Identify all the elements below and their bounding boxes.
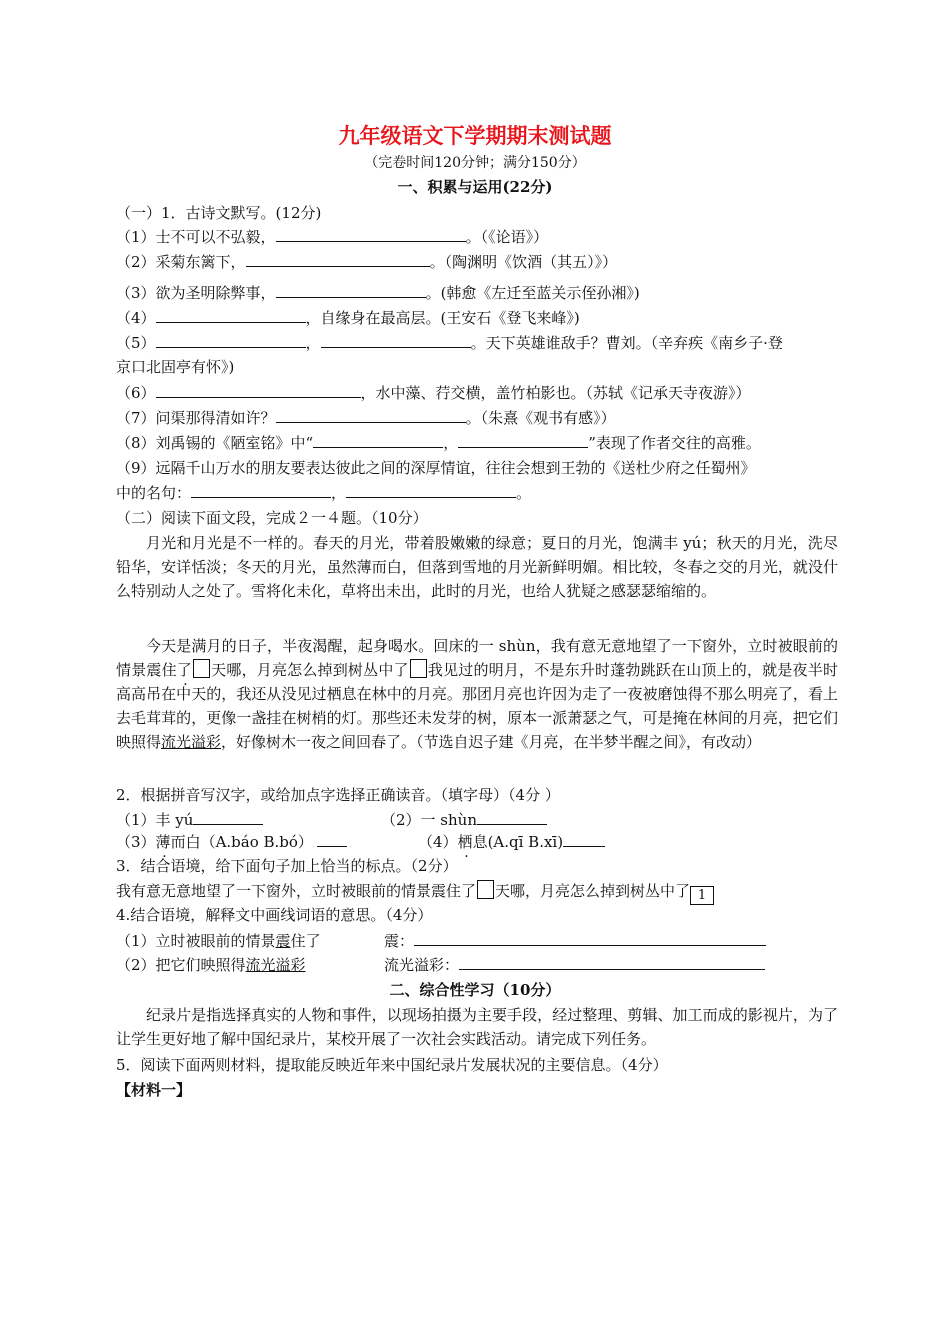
question-2: （2）采菊东篱下， 。（陶渊明《饮酒（其五）》） xyxy=(116,253,618,271)
punctuation-box[interactable]: 1 xyxy=(690,886,714,905)
question-8: （8）刘禹锡的《陋室铭》中“ ， ”表现了作者交往的高雅。 xyxy=(116,434,761,452)
section1-heading: 一、积累与运用(22分) xyxy=(397,178,553,196)
punctuation-box[interactable] xyxy=(410,659,427,678)
answer-blank[interactable] xyxy=(477,809,547,825)
answer-blank[interactable] xyxy=(317,831,347,847)
answer-blank[interactable] xyxy=(191,482,331,498)
part1-title: （一）1．古诗文默写。(12分) xyxy=(116,204,322,222)
q5-title: 5．阅读下面两则材料，提取能反映近年来中国纪录片发展状况的主要信息。（4分） xyxy=(116,1056,668,1074)
answer-blank[interactable] xyxy=(458,432,588,448)
answer-blank[interactable] xyxy=(246,251,430,267)
q2-title: 2．根据拼音写汉字，或给加点字选择正确读音。（填字母）（4分 ） xyxy=(116,786,560,804)
q3-text: 我有意无意地望了一下窗外，立时被眼前的情景震住了 天哪，月亮怎么掉到树丛中了 1 xyxy=(116,879,838,905)
q4-row-2: （2）把它们映照得流光溢彩 流光溢彩： xyxy=(116,953,838,977)
answer-blank[interactable] xyxy=(459,954,765,970)
q4-row-1: （1）立时被眼前的情景震住了 震： xyxy=(116,929,838,953)
section2-intro: 纪录片是指选择真实的人物和事件，以现场拍摄为主要手段，经过整理、剪辑、加工而成的影视片，为了让学生更好地了解中国纪录片，某校开展了一次社会实践活动。请完成下列任务。 xyxy=(116,1006,838,1048)
passage-paragraph-1: 月光和月光是不一样的。春天的月光，带着股嫩嫩的绿意；夏日的月光，饱满丰 yú；秋天的月光，洗尽铅华，安详恬淡；冬天的月光，虽然薄而白，但落到雪地的月光新鲜明媚。相比较，冬春之交的月光，就没什么特别动人之处了。雪将化未化，草将出未出，此时的月光，也给人犹疑之感瑟瑟缩缩的。 xyxy=(116,534,838,600)
punctuation-box[interactable] xyxy=(477,880,494,899)
answer-blank[interactable] xyxy=(156,332,306,348)
answer-blank[interactable] xyxy=(313,432,443,448)
question-5: （5） ， 。天下英雄谁敌手？曹刘。（辛弃疾《南乡子·登 xyxy=(116,334,783,352)
passage-paragraph-2: 今天是满月的日子，半夜渴醒，起身喝水。回床的一 shùn，我有意无意地望了一下窗外，立时被眼前的情景震 ·住了 天哪，月亮怎么掉到树丛中了 我见过的明月，不是东升时蓬勃跳跃在山顶上的，就是夜半时高高吊在中天的，我还从没见过栖息在林中的月亮。那团月亮也许因为走了一夜被磨蚀得不那么明亮了，看上去毛茸茸的，更像一盏挂在树梢的灯。那些还未发芽的树，原本一派萧瑟之气，可是掩在林间的月亮，把它们映照得流光溢彩，好像树木一夜之间回春了。（节选自迟子建《月亮，在半梦半醒之间》，有改动） xyxy=(116,634,838,754)
answer-blank[interactable] xyxy=(276,282,426,298)
question-5-cont: 京口北固亭有怀》) xyxy=(116,358,235,376)
q2-row-2: （3）薄而白（A.báo B.bó） （4）栖息(A.qī B.xī) xyxy=(116,830,838,854)
answer-blank[interactable] xyxy=(156,307,306,323)
question-7: （7）问渠那得清如许？ 。（朱熹《观书有感》） xyxy=(116,409,616,427)
answer-blank[interactable] xyxy=(346,482,516,498)
answer-blank[interactable] xyxy=(321,332,471,348)
q3-title: 3．结合语境，给下面句子加上恰当的标点。（2分） xyxy=(116,857,458,875)
question-6: （6） ，水中藻、荇交横，盖竹柏影也。（苏轼《记承天寺夜游》） xyxy=(116,384,751,402)
question-3: （3）欲为圣明除弊事， 。(韩愈《左迁至蓝关示侄孙湘》) xyxy=(116,284,640,302)
answer-blank[interactable] xyxy=(156,382,361,398)
page-subtitle: （完卷时间120分钟；满分150分） xyxy=(364,155,586,171)
material-1-label: 【材料一】 xyxy=(116,1081,192,1099)
q4-title: 4.结合语境，解释文中画线词语的意思。（4分） xyxy=(116,906,433,924)
q2-row-1: （1）丰 yú （2）一 shùn xyxy=(116,808,838,832)
answer-blank[interactable] xyxy=(276,407,466,423)
answer-blank[interactable] xyxy=(414,930,766,946)
part2-title: （二）阅读下面文段，完成２一４题。（10分） xyxy=(116,509,428,527)
question-1: （1）士不可以不弘毅， 。（《论语》） xyxy=(116,228,549,246)
answer-blank[interactable] xyxy=(276,226,466,242)
question-9: （9）远隔千山万水的朋友要表达彼此之间的深厚情谊，往往会想到王勃的《送杜少府之任蜀州》 xyxy=(116,459,756,477)
question-9-cont: 中的名句： ， 。 xyxy=(116,484,532,502)
answer-blank[interactable] xyxy=(193,809,263,825)
answer-blank[interactable] xyxy=(563,831,605,847)
punctuation-box[interactable] xyxy=(193,659,210,678)
section2-heading: 二、综合性学习（10分） xyxy=(389,981,561,999)
question-4: （4） ，自缘身在最高层。(王安石《登飞来峰》) xyxy=(116,309,580,327)
page-title: 九年级语文下学期期末测试题 xyxy=(338,123,612,148)
